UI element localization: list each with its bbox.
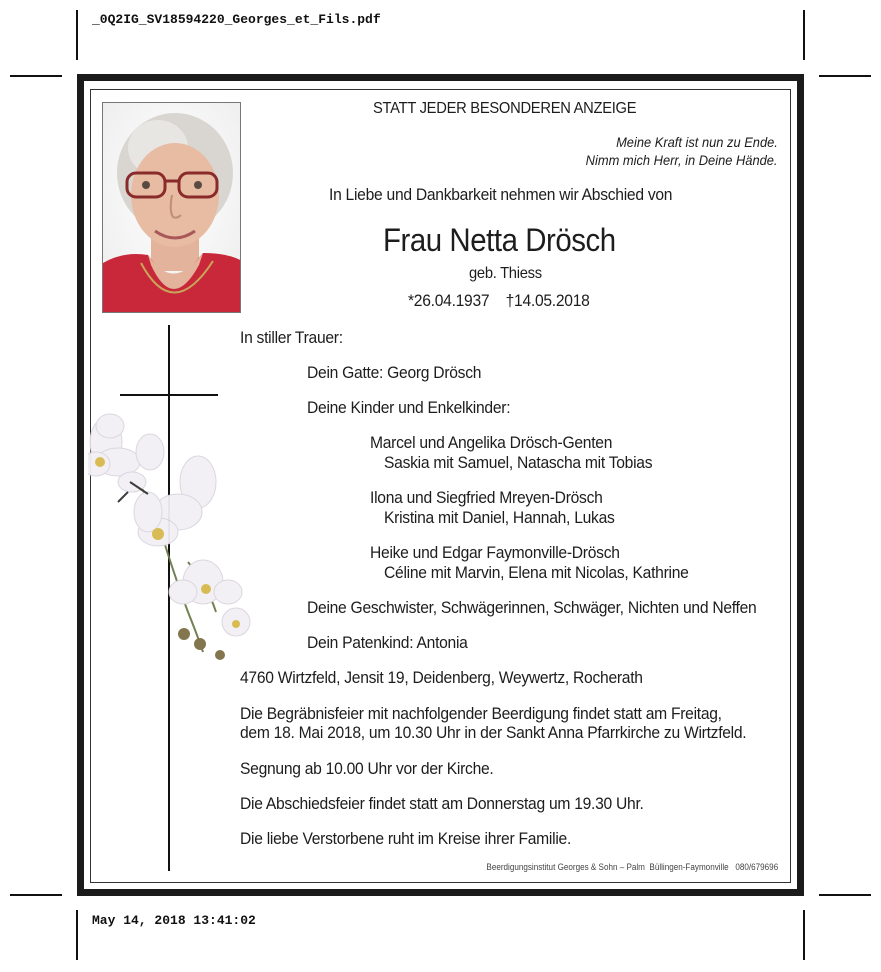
crop-mark: [803, 10, 805, 60]
intro-text: In Liebe und Dankbarkeit nehmen wir Abschied von: [329, 185, 673, 204]
address-line: 4760 Wirtzfeld, Jensit 19, Deidenberg, Weywertz, Rocherath: [240, 668, 643, 687]
notice-heading: STATT JEDER BESONDEREN ANZEIGE: [373, 100, 637, 117]
family-3-children: Céline mit Marvin, Elena mit Nicolas, Kathrine: [384, 563, 689, 582]
resting-line: Die liebe Verstorbene ruht im Kreise ihrer Familie.: [240, 829, 572, 848]
orchid-flower-icon: [88, 412, 253, 667]
funeral-line-1: Die Begräbnisfeier mit nachfolgender Beerdigung findet statt am Freitag,: [240, 704, 722, 723]
crop-mark: [76, 10, 78, 60]
family-2-children: Kristina mit Daniel, Hannah, Lukas: [384, 508, 615, 527]
crop-mark: [819, 894, 871, 896]
siblings-line: Deine Geschwister, Schwägerinnen, Schwäger, Nichten und Neffen: [307, 598, 757, 617]
mourning-label: In stiller Trauer:: [240, 328, 343, 347]
quote-line-1: Meine Kraft ist nun zu Ende.: [616, 134, 778, 150]
quote-line-2: Nimm mich Herr, in Deine Hände.: [586, 152, 778, 168]
funeral-line-2: dem 18. Mai 2018, um 10.30 Uhr in der Sankt Anna Pfarrkirche zu Wirtzfeld.: [240, 723, 747, 742]
print-timestamp: May 14, 2018 13:41:02: [92, 913, 256, 928]
undertaker-line: Beerdigungsinstitut Georges & Sohn – Palm Büllingen-Faymonville 080/679696: [486, 862, 778, 872]
maiden-name: geb. Thiess: [469, 265, 542, 282]
farewell-line: Die Abschiedsfeier findet statt am Donnerstag um 19.30 Uhr.: [240, 794, 644, 813]
deceased-name: Frau Netta Drösch: [383, 222, 616, 258]
godchild-line: Dein Patenkind: Antonia: [307, 633, 468, 652]
family-2-parents: Ilona und Siegfried Mreyen-Drösch: [370, 488, 603, 507]
file-name-header: _0Q2IG_SV18594220_Georges_et_Fils.pdf: [92, 12, 381, 27]
crop-mark: [10, 75, 62, 77]
children-label: Deine Kinder und Enkelkinder:: [307, 398, 511, 417]
portrait-photo: [102, 102, 241, 313]
family-1-children: Saskia mit Samuel, Natascha mit Tobias: [384, 453, 653, 472]
crop-mark: [819, 75, 871, 77]
life-dates: *26.04.1937 †14.05.2018: [408, 291, 590, 310]
crop-mark: [803, 910, 805, 960]
spouse-line: Dein Gatte: Georg Drösch: [307, 363, 482, 382]
crop-mark: [10, 894, 62, 896]
crop-mark: [76, 910, 78, 960]
family-1-parents: Marcel und Angelika Drösch-Genten: [370, 433, 613, 452]
blessing-line: Segnung ab 10.00 Uhr vor der Kirche.: [240, 759, 494, 778]
family-3-parents: Heike und Edgar Faymonville-Drösch: [370, 543, 620, 562]
